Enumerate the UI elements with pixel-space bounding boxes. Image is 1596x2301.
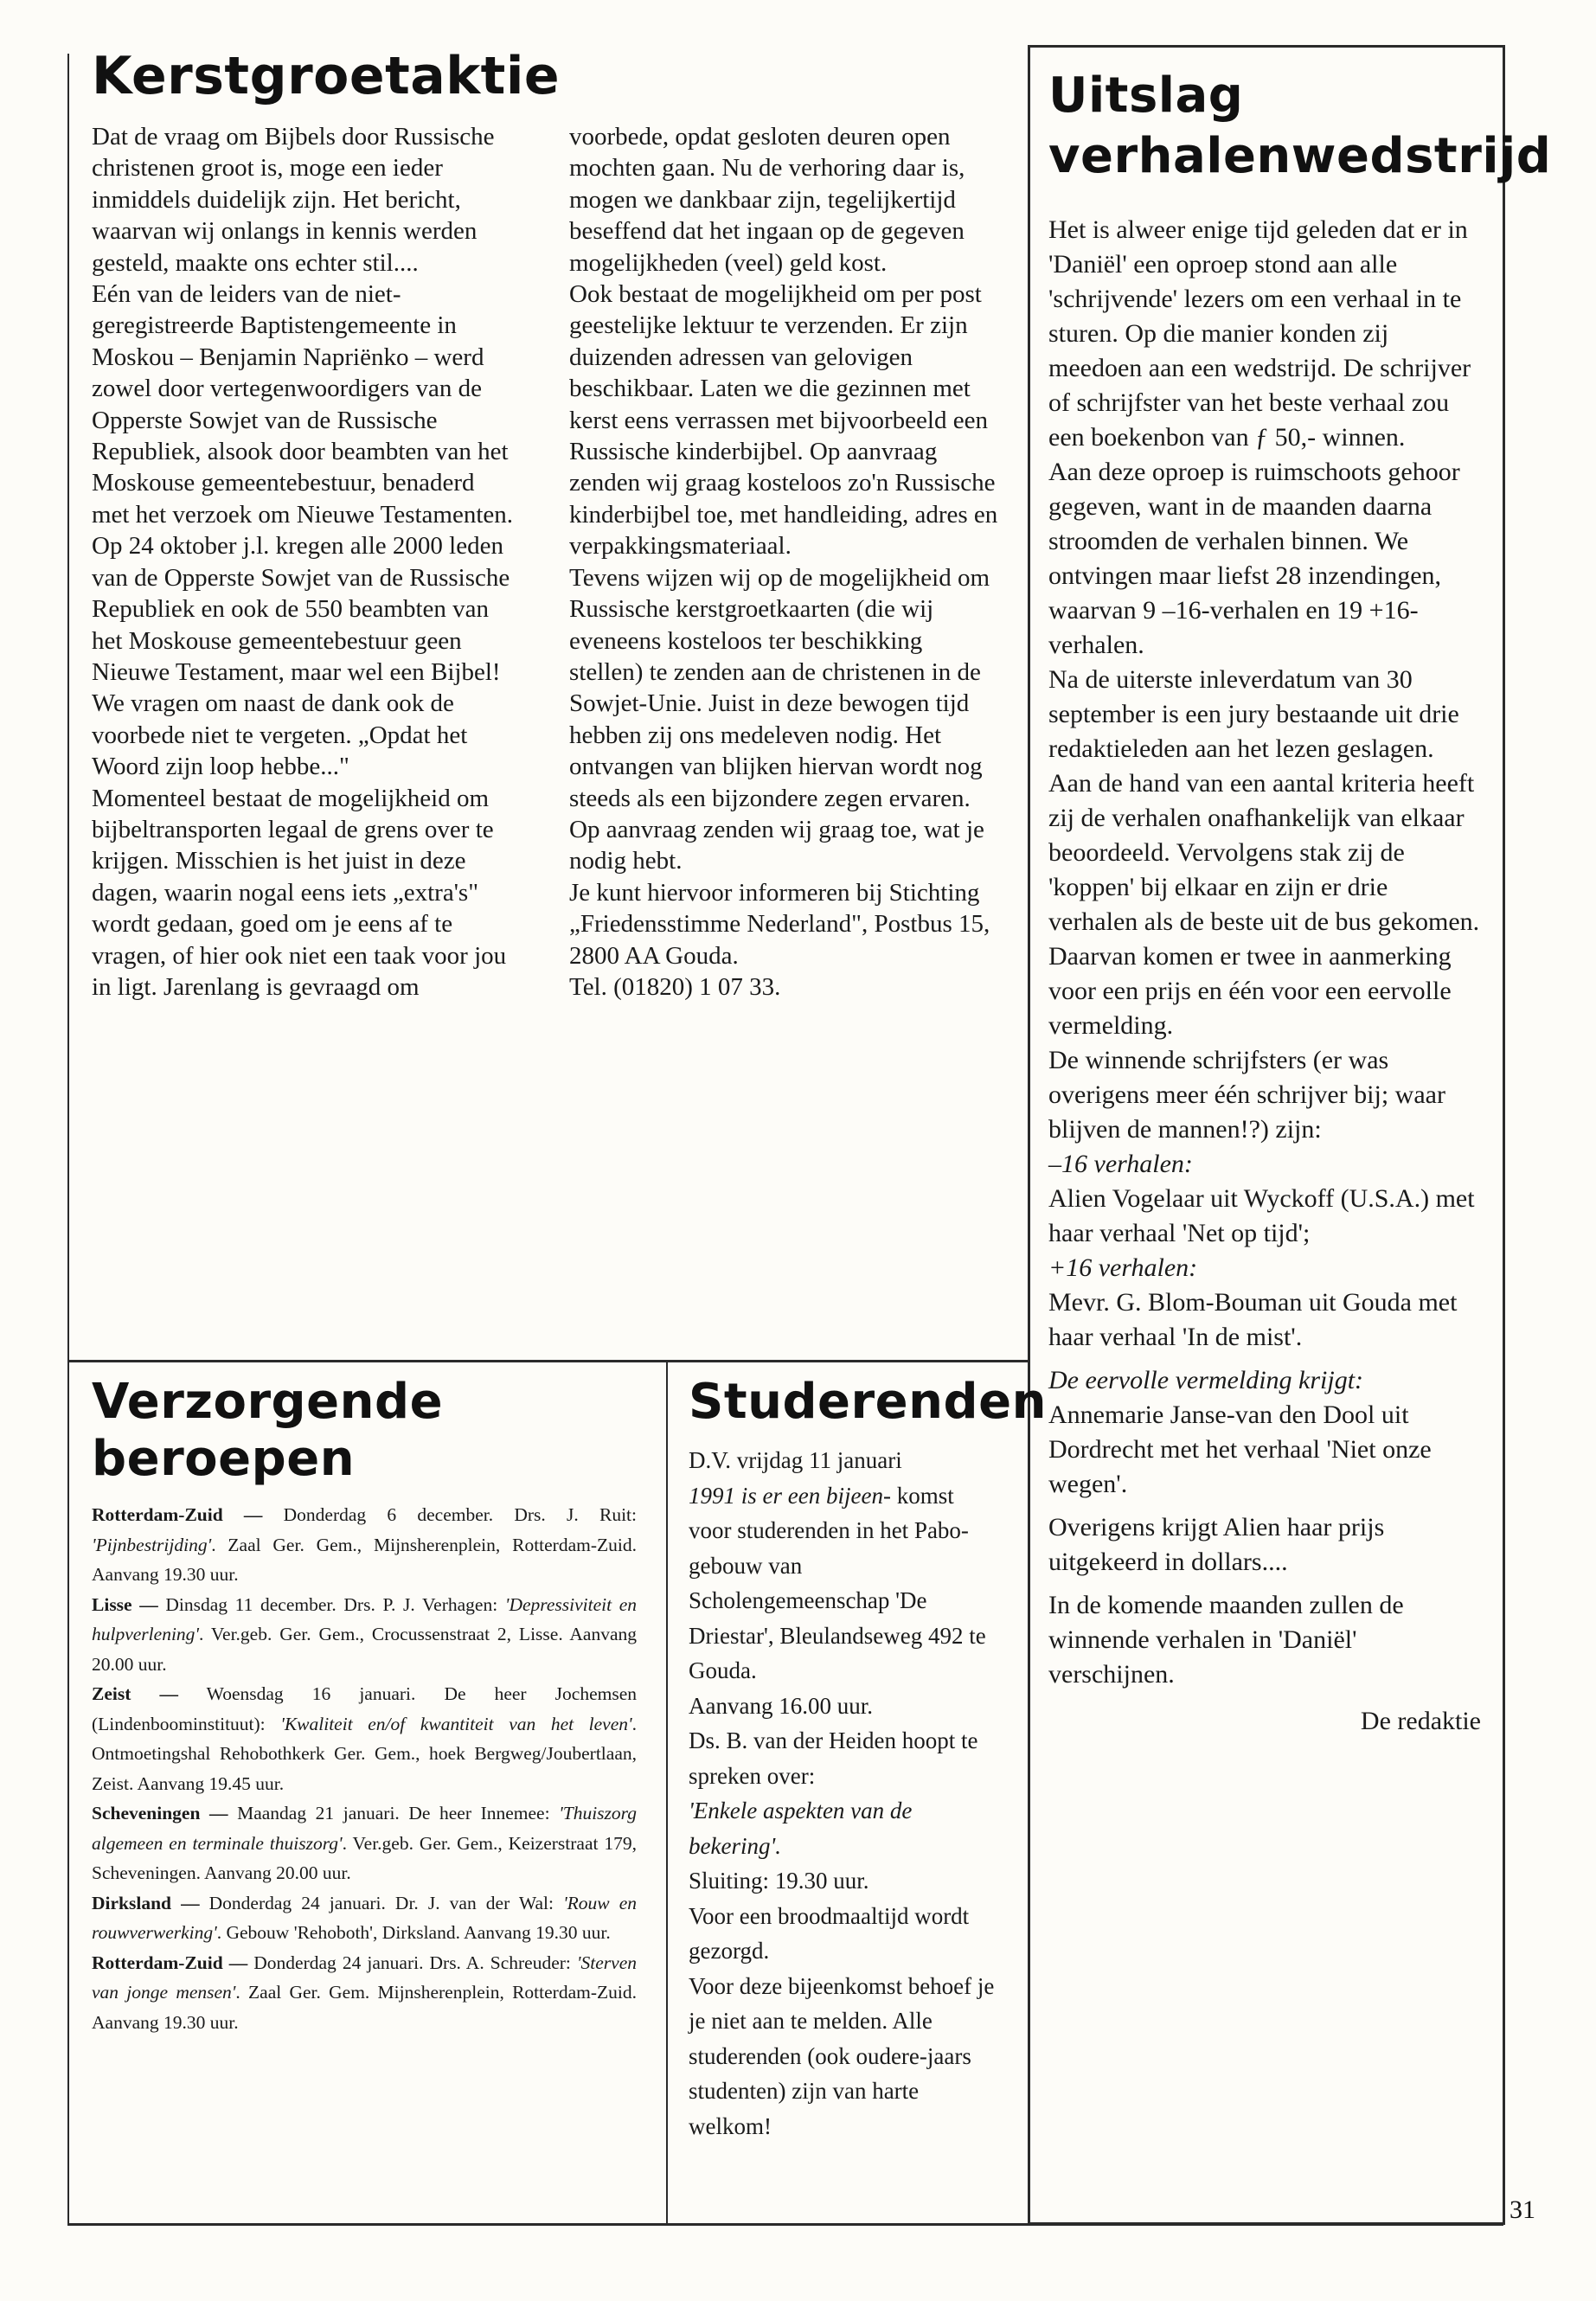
event-place: Dirksland — xyxy=(92,1892,200,1913)
studerenden-closing-time: Sluiting: 19.30 uur. xyxy=(689,1868,869,1894)
event-details: Donderdag 24 januari. Drs. A. Schreuder: xyxy=(247,1952,577,1973)
event-details: Woensdag 16 januari. De heer Jochemsen (Lindenboominstituut): xyxy=(92,1683,637,1734)
event-place: Lisse — xyxy=(92,1593,158,1615)
kerst-paragraph: Eén van de leiders van de niet-geregistreerde Baptistengemeente in Moskou – Benjamin Napriënko – werd zowel door vertegenwoordigers van de Opperste Sowjet van de Russische Republiek, alsook door beambten van het Moskouse gemeentebestuur, benaderd met het verzoek om Nieuwe Testamenten. xyxy=(92,280,514,529)
event-location: . Ver.geb. Ger. Gem., Crocussenstraat 2, Lisse. Aanvang 20.00 uur. xyxy=(92,1624,637,1675)
event-details: Maandag 21 januari. De heer Innemee: xyxy=(228,1803,560,1823)
studerenden-paragraph: Voor deze bijeenkomst behoef je je niet aan te melden. Alle studerenden (ook oudere-jaars studenten) zijn van harte welkom! xyxy=(689,1972,995,2139)
signature: De redaktie xyxy=(1360,1707,1481,1735)
event-location: . Gebouw 'Rehoboth', Dirksland. Aanvang 19.30 uur. xyxy=(216,1922,611,1943)
studerenden-paragraph: Voor een broodmaaltijd wordt gezorgd. xyxy=(689,1902,970,1964)
kerst-paragraph: Tevens wijzen wij op de mogelijkheid om Russische kerstgroetkaarten (die wij eveneens kosteloos ter beschikking stellen) te zenden aan de christenen in de Sowjet-Unie. Juist in deze bewogen tijd hebben zij ons medeleven nodig. Het ontvangen van blijken hiervan wordt nog steeds als een bijzondere zegen ervaren. Op aanvraag zenden wij graag toe, wat je nodig hebt. xyxy=(569,563,990,875)
event-details: Donderdag 24 januari. Dr. J. van der Wal: xyxy=(199,1892,564,1913)
event-topic: 'Pijnbestrijding' xyxy=(92,1534,212,1555)
verzorgende-title-line-1: Verzorgende xyxy=(92,1374,444,1430)
uitslag-paragraph: Overigens krijgt Alien haar prijs uitgekeerd in dollars.... xyxy=(1048,1513,1385,1576)
uitslag-paragraph: De winnende schrijfsters (er was overigens meer één schrijver bij; waar blijven de mannen!?) zijn: xyxy=(1048,1046,1445,1144)
event-place: Rotterdam-Zuid — xyxy=(92,1504,263,1525)
verzorgende-title-line-2: beroepen xyxy=(92,1431,356,1487)
kerst-paragraph: Op 24 oktober j.l. kregen alle 2000 leden van de Opperste Sowjet van de Russische Republiek en ook de 550 beambten van het Moskouse gemeentebestuur geen Nieuwe Testament, maar wel een Bijbel! xyxy=(92,532,510,686)
event-location: . Ver.geb. Ger. Gem., Keizerstraat 179, Scheveningen. Aanvang 20.00 uur. xyxy=(92,1832,637,1883)
winner-over-16: Mevr. G. Blom-Bouman uit Gouda met haar verhaal 'In de mist'. xyxy=(1048,1288,1458,1351)
uitslag-paragraph: In de komende maanden zullen de winnende verhalen in 'Daniël' verschijnen. xyxy=(1048,1591,1404,1689)
winner-under-16: Alien Vogelaar uit Wyckoff (U.S.A.) met haar verhaal 'Net op tijd'; xyxy=(1048,1184,1475,1247)
studerenden-date: D.V. vrijdag 11 januari xyxy=(689,1447,902,1473)
uitslag-title xyxy=(1048,66,1551,187)
studerenden-speaker: Ds. B. van der Heiden hoopt te spreken over: xyxy=(689,1727,978,1789)
kerst-bottom-divider xyxy=(67,1360,1029,1362)
event-item xyxy=(92,1948,637,2038)
event-topic: 'Sterven van jonge mensen' xyxy=(92,1952,637,2003)
page-number: 31 xyxy=(1509,2195,1535,2224)
kerst-paragraph: Momenteel bestaat de mogelijkheid om bijbeltransporten legaal de grens over te krijgen. Misschien is het juist in deze dagen, waarin nogal eens iets „extra's" wordt gedaan, goed om je eens af te vragen, of hier ook niet een taak voor jou in ligt. Jarenlang is gevraagd om xyxy=(92,784,507,1001)
event-topic: 'Thuiszorg algemeen en terminale thuiszorg' xyxy=(92,1803,637,1854)
event-item xyxy=(92,1679,637,1798)
event-topic: 'Depressiviteit en hulpverlening' xyxy=(92,1593,637,1644)
studerenden-paragraph: komst voor studerenden in het Pabo-gebouw van Scholengemeenschap 'De Driestar', Bleulandseweg 492 te Gouda. xyxy=(689,1482,986,1683)
kerst-paragraph: Je kunt hiervoor informeren bij Stichting „Friedensstimme Nederland", Postbus 15, 2800 AA Gouda. xyxy=(569,878,990,970)
kerst-title: Kerstgroetaktie xyxy=(92,46,561,106)
event-item xyxy=(92,1590,637,1680)
event-place: Rotterdam-Zuid — xyxy=(92,1952,248,1973)
kerst-paragraph: Dat de vraag om Bijbels door Russische christenen groot is, moge een ieder inmiddels duidelijk zijn. Het bericht, waarvan wij onlangs in kennis werden gesteld, maakte ons echter stil.... xyxy=(92,123,495,277)
event-place: Scheveningen — xyxy=(92,1803,228,1823)
event-topic: 'Kwaliteit en/of kwantiteit van het leven' xyxy=(280,1713,632,1734)
event-item xyxy=(92,1500,637,1590)
winner-label-over-16: +16 verhalen: xyxy=(1048,1253,1198,1282)
event-item xyxy=(92,1798,637,1888)
kerst-paragraph: We vragen om naast de dank ook de voorbede niet te vergeten. „Opdat het Woord zijn loop hebbe..." xyxy=(92,689,468,781)
event-details: Dinsdag 11 december. Drs. P. J. Verhagen: xyxy=(157,1593,505,1615)
verzorgende-events xyxy=(92,1500,637,2037)
studerenden-topic: 'Enkele aspekten van de bekering'. xyxy=(689,1798,913,1859)
event-topic: 'Rouw en rouwverwerking' xyxy=(92,1892,637,1943)
kerst-phone: Tel. (01820) 1 07 33. xyxy=(569,972,781,1001)
uitslag-paragraph: Na de uiterste inleverdatum van 30 september is een jury bestaande uit drie redaktieleden aan het lezen geslagen. Aan de hand van een aantal kriteria heeft zij de verhalen onafhankelijk van elkaar beoordeeld. Vervolgens stak zij de 'koppen' bij elkaar en zijn er drie verhalen als de beste uit de bus gekomen. Daarvan komen er twee in aanmerking voor een prijs en één voor een eervolle vermelding. xyxy=(1048,665,1480,1040)
winner-label-under-16: –16 verhalen: xyxy=(1048,1150,1193,1178)
uitslag-title-line-1: Uitslag xyxy=(1048,67,1244,124)
studerenden-title: Studerenden xyxy=(689,1374,1047,1430)
event-item xyxy=(92,1888,637,1948)
kerst-paragraph: voorbede, opdat gesloten deuren open mochten gaan. Nu de verhoring daar is, mogen we dankbaar zijn, tegelijkertijd beseffend dat het ingaan op de gegeven mogelijkheden (veel) geld kost. xyxy=(569,123,965,277)
uitslag-title-line-2: verhalenwedstrijd xyxy=(1048,128,1552,184)
studerenden-start-time: Aanvang 16.00 uur. xyxy=(689,1692,873,1719)
studerenden-intro xyxy=(689,1443,997,1689)
kerst-column-1 xyxy=(92,121,514,1003)
event-location: . Ontmoetingshal Rehobothkerk Ger. Gem., hoek Bergweg/Joubertlaan, Zeist. Aanvang 19.45 uur. xyxy=(92,1713,637,1794)
event-location: . Zaal Ger. Gem. Mijnsherenplein, Rotterdam-Zuid. Aanvang 19.30 uur. xyxy=(92,1982,637,2033)
event-location: . Zaal Ger. Gem., Mijnsherenplein, Rotterdam-Zuid. Aanvang 19.30 uur. xyxy=(92,1534,637,1585)
verzorgende-title xyxy=(92,1374,443,1488)
left-border-line xyxy=(67,54,69,2225)
honorable-mention: Annemarie Janse-van den Dool uit Dordrecht met het verhaal 'Niet onze wegen'. xyxy=(1048,1400,1432,1498)
kerst-column-2 xyxy=(569,121,1002,1003)
event-details: Donderdag 6 december. Drs. J. Ruit: xyxy=(262,1504,637,1525)
uitslag-paragraph: Aan deze oproep is ruimschoots gehoor gegeven, want in de maanden daarna stroomden de verhalen binnen. We ontvingen maar liefst 28 inzendingen, waarvan 9 –16-verhalen en 19 +16-verhalen. xyxy=(1048,458,1460,659)
kerst-paragraph: Ook bestaat de mogelijkheid om per post geestelijke lektuur te verzenden. Er zijn duizenden adressen van gelovigen beschikbaar. Laten we die gezinnen met kerst eens verrassen met bijvoorbeeld een Russische kinderbijbel. Op aanvraag zenden wij graag kosteloos zo'n Russische kinderbijbel toe, met handleiding, adres en verpakkingsmateriaal. xyxy=(569,280,998,561)
studerenden-body xyxy=(689,1443,997,2144)
verzorgende-studerenden-divider xyxy=(666,1360,668,2225)
studerenden-date-continued: 1991 is er een bijeen- xyxy=(689,1482,891,1509)
honorable-mention-label: De eervolle vermelding krijgt: xyxy=(1048,1366,1364,1394)
uitslag-body xyxy=(1048,213,1481,1739)
event-place: Zeist — xyxy=(92,1683,178,1704)
uitslag-paragraph: Het is alweer enige tijd geleden dat er in 'Daniël' een oproep stond aan alle 'schrijvende' lezers om een verhaal in te sturen. Op die manier konden zij meedoen aan een wedstrijd. De schrijver of schrijfster van het beste verhaal zou een boekenbon van ƒ 50,- winnen. xyxy=(1048,215,1471,452)
